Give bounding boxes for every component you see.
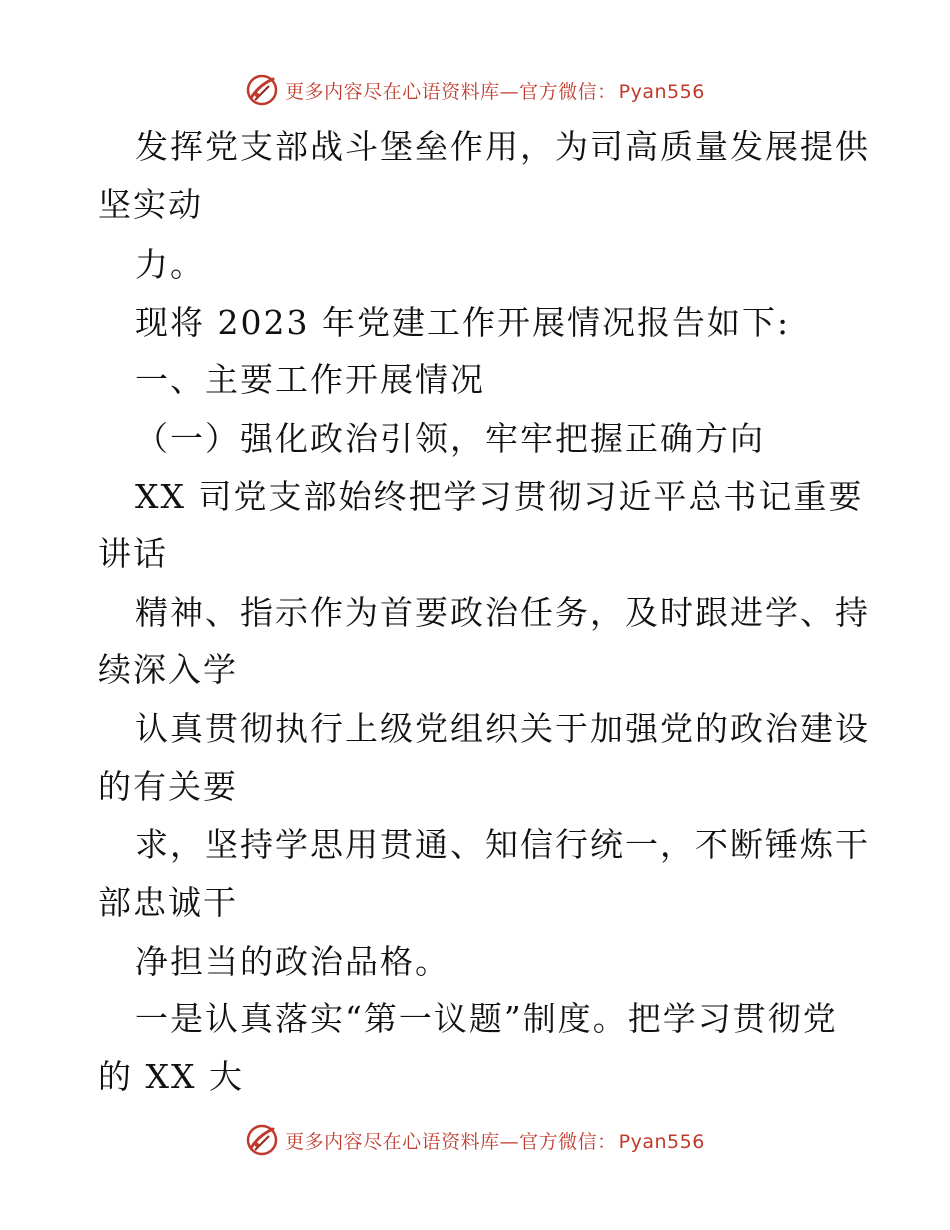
text-line: XX 司党支部始终把学习贯彻习近平总书记重要	[135, 477, 864, 516]
section-heading: 一、主要工作开展情况	[135, 360, 485, 399]
watermark-brand: 更多内容尽在心语资料库—官方微信：	[285, 80, 617, 103]
text-line: 力。	[135, 245, 205, 284]
text-line: 现将 2023 年党建工作开展情况报告如下:	[135, 303, 791, 342]
text-line: 一是认真落实“第一议题”制度。把学习贯彻党	[135, 999, 838, 1038]
pen-circle-logo-icon	[245, 1123, 279, 1157]
text-line: 部忠诚干	[98, 883, 238, 922]
text-line: 认真贯彻执行上级党组织关于加强党的政治建设	[135, 709, 870, 748]
text-line: 精神、指示作为首要政治任务，及时跟进学、持	[135, 593, 870, 632]
text-line: 发挥党支部战斗堡垒作用，为司高质量发展提供	[135, 127, 870, 166]
watermark-wechat-id: Pyan556	[618, 1130, 705, 1153]
text-line: 的有关要	[98, 767, 238, 806]
pen-circle-logo-icon	[245, 73, 279, 107]
text-line: 净担当的政治品格。	[135, 942, 450, 981]
footer-watermark	[0, 1120, 950, 1160]
subsection-heading: （一）强化政治引领，牢牢把握正确方向	[135, 419, 765, 458]
text-line: 坚实动	[98, 185, 203, 224]
text-line: 的 XX 大	[98, 1057, 244, 1096]
text-line: 讲话	[98, 534, 168, 573]
header-watermark	[0, 70, 950, 110]
watermark-text	[285, 77, 705, 104]
watermark-wechat-id: Pyan556	[618, 80, 705, 103]
text-line: 续深入学	[98, 650, 238, 689]
watermark-text	[285, 1127, 705, 1154]
text-line: 求，坚持学思用贯通、知信行统一，不断锤炼干	[135, 825, 870, 864]
watermark-brand: 更多内容尽在心语资料库—官方微信：	[285, 1130, 617, 1153]
